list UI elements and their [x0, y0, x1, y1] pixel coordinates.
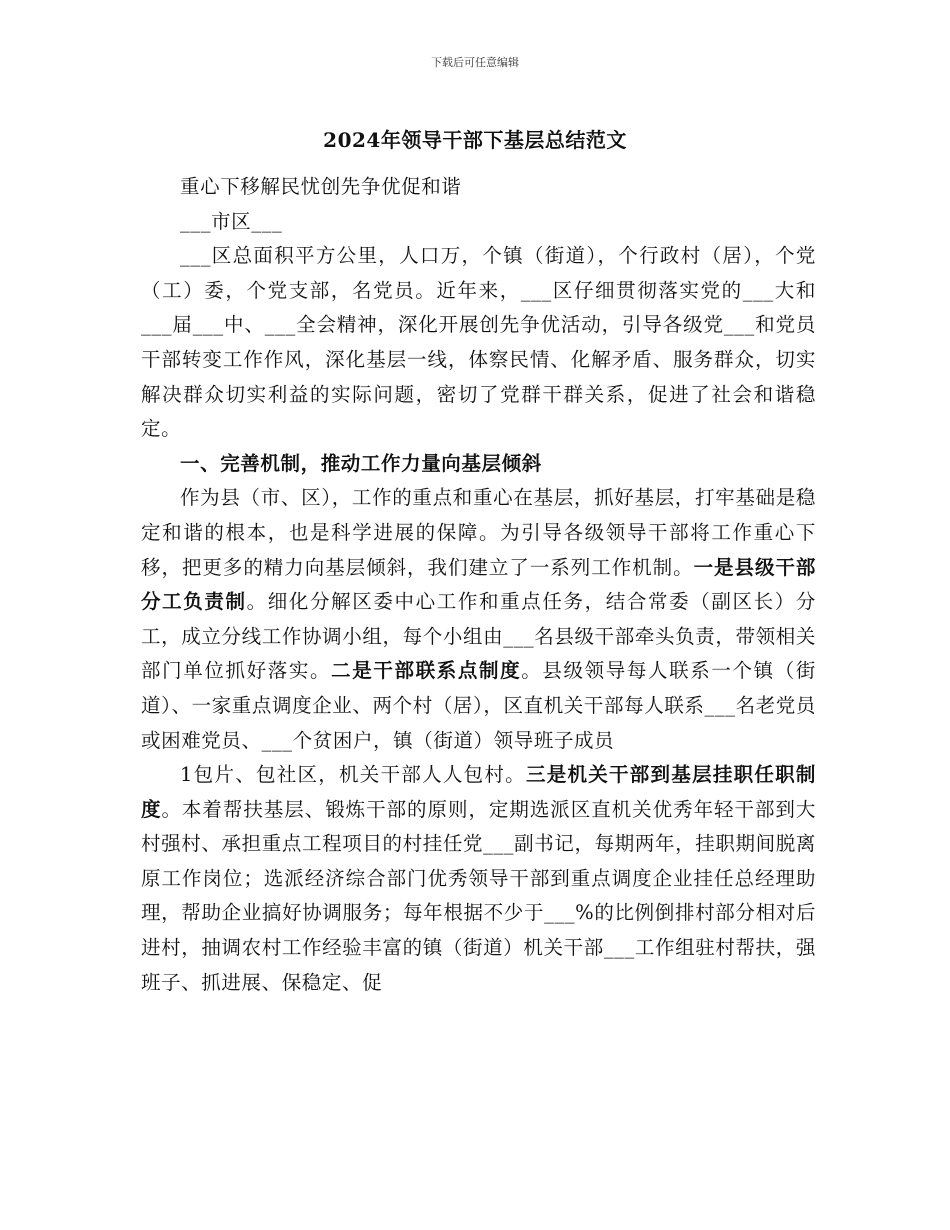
paragraph-secondment [141, 758, 816, 1000]
document-title: 2024年领导干部下基层总结范文 [323, 128, 627, 152]
author-line: ___市区___ [180, 209, 283, 233]
document-body [141, 170, 816, 1000]
paragraph-text: 。细化分解区委中心工作和重点任务，结合常委（副区长）分工，成立分线工作协调小组，每个小组由___名县级干部牵头负责，带领相关部门单位抓好落实。 [141, 590, 816, 683]
paragraph-text: 。本着帮扶基层、锻炼干部的原则，定期选派区直机关优秀年轻干部到大村强村、承担重点工程项目的村挂任党___副书记，每期两年，挂职期间脱离原工作岗位；选派经济综合部门优秀领导干部到重点调度企业挂任总经理助理，帮助企业搞好协调服务；每年根据不少于___%的比例倒排村部分相对后进村，抽调农村工作经验丰富的镇（街道）机关干部___工作组驻村帮扶，强班子、抓进展、保稳定、促 [141, 797, 816, 994]
bold-point-1: 一是县级干部分工负责制 [141, 555, 816, 614]
subtitle: 重心下移解民忧创先争优促和谐 [180, 175, 462, 198]
bold-point-3: 三是机关干部到基层挂职任职制度 [141, 763, 816, 821]
bold-point-2: 二是干部联系点制度 [331, 659, 522, 683]
section-heading-1: 一、完善机制，推动工作力量向基层倾斜 [180, 451, 542, 475]
paragraph-text: 。县级领导每人联系一个镇（街道）、一家重点调度企业、两个村（居），区直机关干部每人联系___名老党员或困难党员、___个贫困户，镇（街道）领导班子成员 [141, 659, 817, 752]
paragraph-text: 1包片、包社区，机关干部人人包村。 [180, 763, 526, 787]
intro-paragraph: ___区总面积平方公里，人口万，个镇（街道），个行政村（居），个党（工）委，个党支部，名党员。近年来，___区仔细贯彻落实党的___大和___届___中、___全会精神，深化开展创先争优活动，引导各级党___和党员干部转变工作作风，深化基层一线，体察民情、化解矛盾、服务群众，切实解决群众切实利益的实际问题，密切了党群干群关系，促进了社会和谐稳定。 [141, 244, 816, 441]
paragraph-mechanisms [141, 481, 816, 758]
paragraph-text: 作为县（市、区），工作的重点和重心在基层，抓好基层，打牢基础是稳定和谐的根本，也是科学进展的保障。为引导各级领导干部将工作重心下移，把更多的精力向基层倾斜，我们建立了一系列工作机制。 [141, 486, 816, 579]
page-header-note: 下载后可任意编辑 [431, 56, 519, 69]
